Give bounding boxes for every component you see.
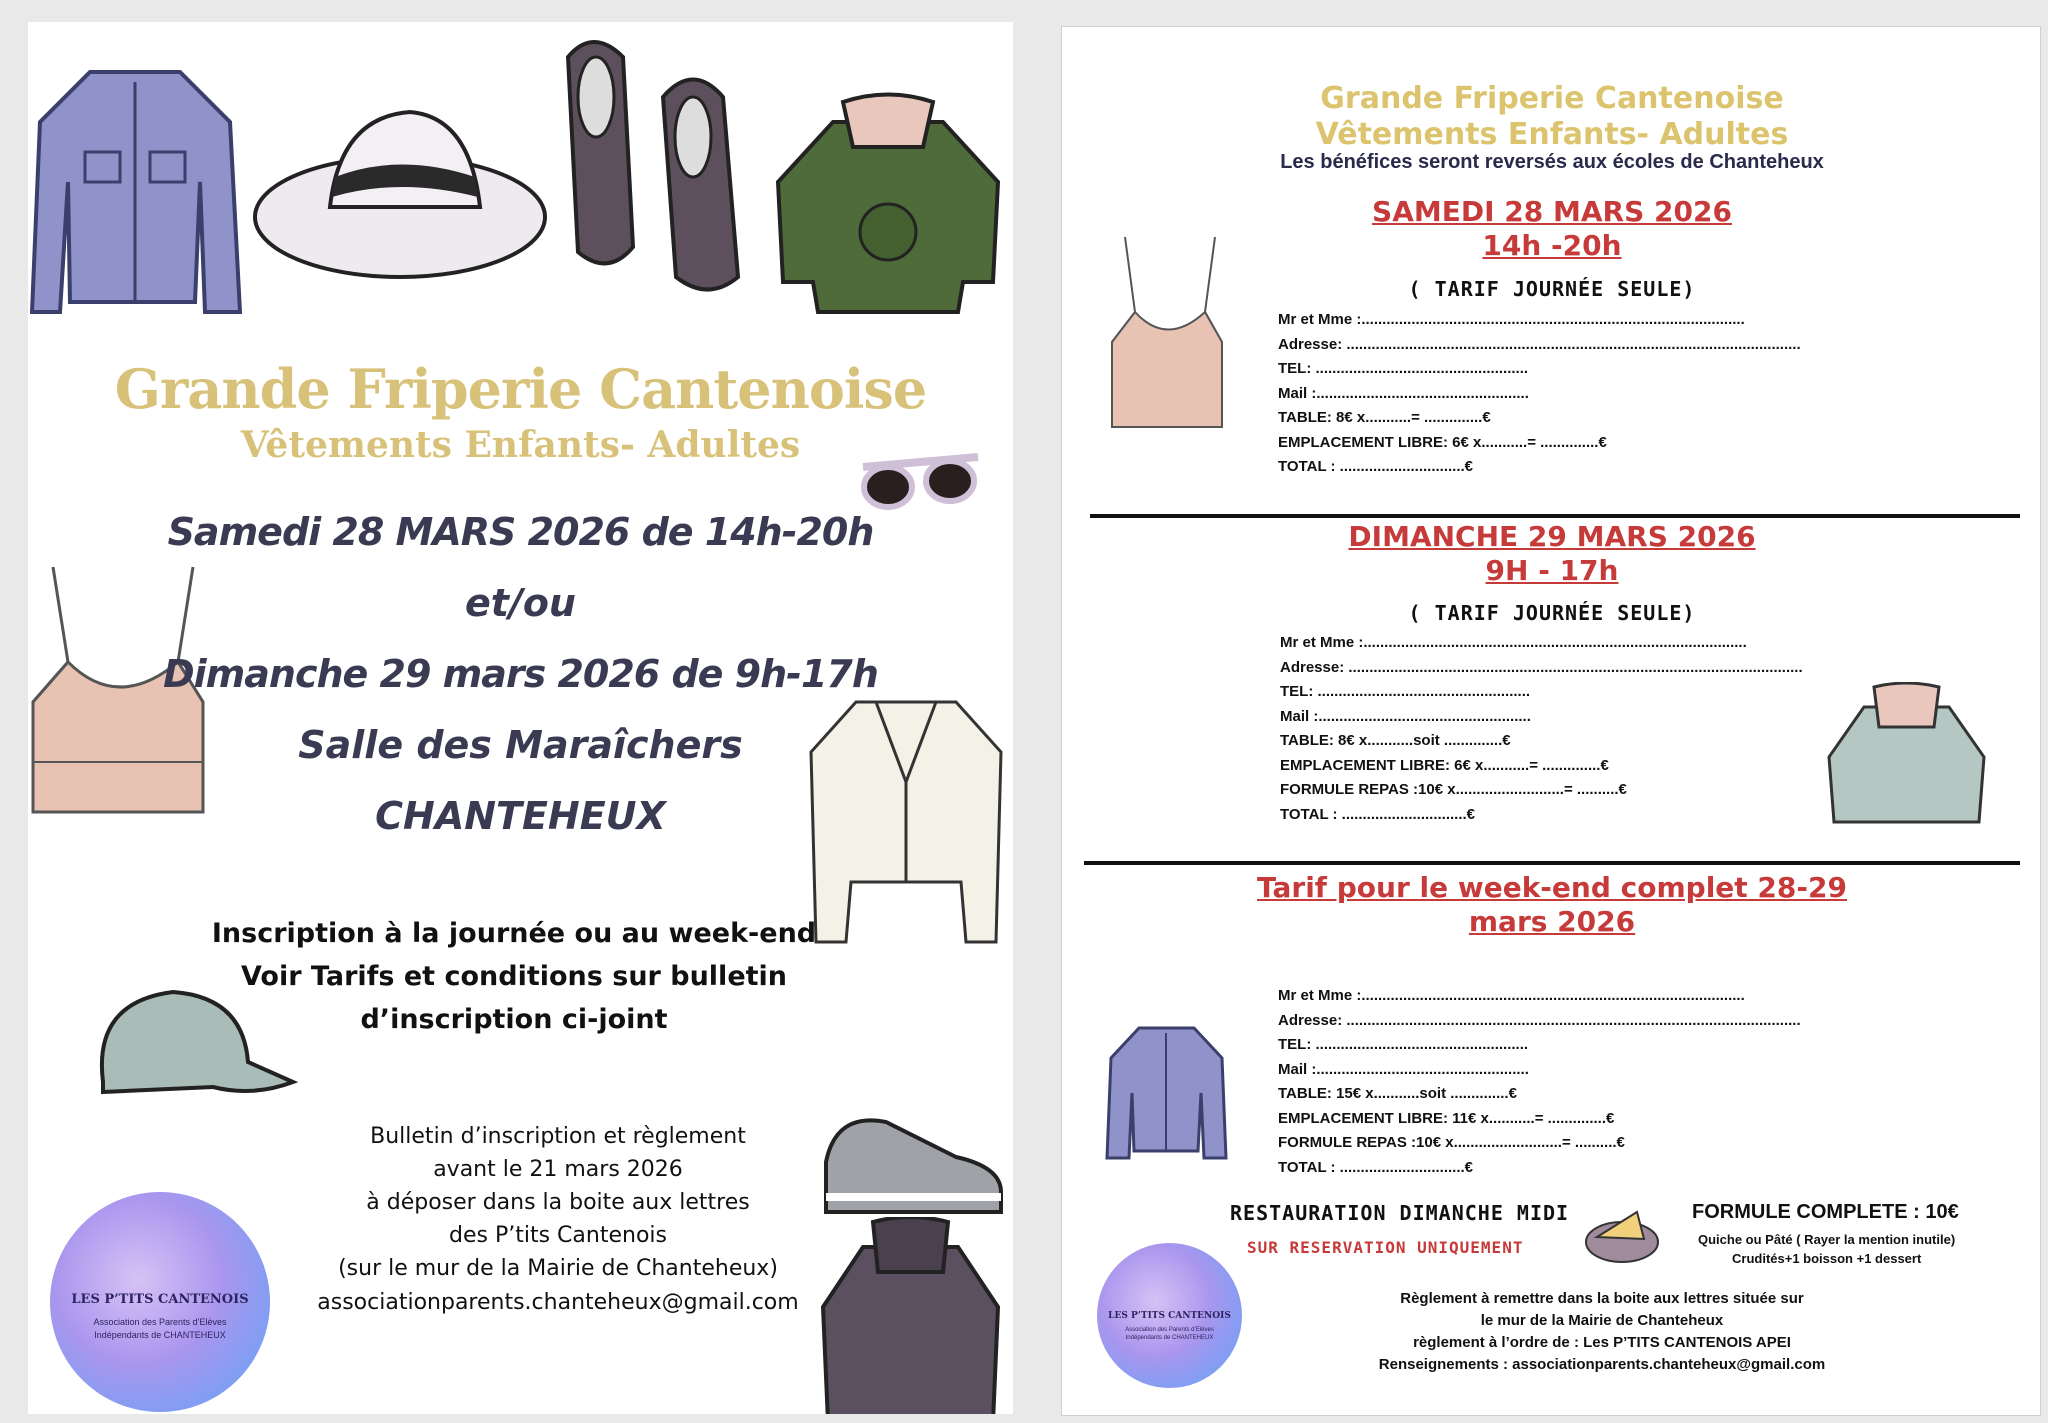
logo-name: LES P’TITS CANTENOIS bbox=[1108, 1311, 1231, 1321]
flyer-saturday: Samedi 28 MARS 2026 de 14h-20h bbox=[167, 510, 874, 554]
quiche-icon bbox=[1582, 1197, 1662, 1267]
footer-email: Renseignements : associationparents.chanteheux@gmail.com bbox=[1378, 1356, 1826, 1373]
sun-date: DIMANCHE 29 MARS 2026 bbox=[1348, 520, 1756, 553]
formule-detail: Quiche ou Pâté ( Rayer la mention inutile) bbox=[1698, 1232, 1956, 1247]
association-logo bbox=[1097, 1243, 1242, 1388]
form-field: TABLE: 8€ x...........= ..............€ bbox=[1278, 409, 1491, 426]
flyer-deadline-line: à déposer dans la boite aux lettres bbox=[366, 1190, 750, 1215]
flyer-title: Grande Friperie Cantenoise bbox=[114, 357, 927, 421]
form-field: EMPLACEMENT LIBRE: 11€ x...........= ..............€ bbox=[1278, 1109, 1615, 1127]
form-note: Les bénéfices seront reversés aux écoles de Chanteheux bbox=[1280, 151, 1824, 173]
logo-line: Indépendants de CHANTEHEUX bbox=[94, 1330, 226, 1340]
formule-detail: Crudités+1 boisson +1 dessert bbox=[1732, 1251, 1922, 1266]
logo-line: Association des Parents d’Elèves bbox=[93, 1317, 227, 1327]
footer-line: règlement à l’ordre de : Les P’TITS CANTENOIS APEI bbox=[1413, 1334, 1791, 1351]
form-field: TOTAL : ..............................€ bbox=[1278, 1158, 1474, 1176]
form-field: TEL: ................................................... bbox=[1280, 683, 1531, 700]
sat-date: SAMEDI 28 MARS 2026 bbox=[1372, 195, 1732, 228]
form-field: Mr et Mme :............................................................................................ bbox=[1280, 634, 1747, 651]
logo-line: Association des Parents d’Elèves bbox=[1125, 1327, 1214, 1333]
flyer-deadline-line: avant le 21 mars 2026 bbox=[433, 1157, 683, 1182]
flyer-info-line: Inscription à la journée ou au week-end bbox=[211, 918, 817, 949]
flyer-deadline-line: des P’tits Cantenois bbox=[449, 1223, 667, 1248]
flyer-deadline-line: (sur le mur de la Mairie de Chanteheux) bbox=[338, 1256, 778, 1281]
form-field: Adresse: ............................................................................................................. bbox=[1278, 1011, 1801, 1029]
flyer-info-line: Voir Tarifs et conditions sur bulletin bbox=[240, 961, 788, 992]
camisole-top-icon bbox=[1107, 232, 1227, 437]
flyer-town: CHANTEHEUX bbox=[375, 794, 666, 838]
flyer-subtitle: Vêtements Enfants- Adultes bbox=[240, 424, 801, 466]
logo-line: Indépendants de CHANTEHEUX bbox=[1125, 1335, 1214, 1341]
form-field: Adresse: ............................................................................................................. bbox=[1278, 335, 1801, 353]
sat-tarif: ( TARIF JOURNÉE SEULE) bbox=[1408, 277, 1696, 301]
sun-hours: 9H - 17h bbox=[1485, 554, 1619, 587]
form-field: TOTAL : ..............................€ bbox=[1280, 805, 1476, 823]
denim-jacket-icon bbox=[1104, 1023, 1229, 1163]
footer-line: Règlement à remettre dans la boite aux lettres située sur bbox=[1400, 1290, 1804, 1307]
form-field: TABLE: 8€ x...........soit ..............€ bbox=[1280, 732, 1511, 749]
form-field: Mail :................................................... bbox=[1278, 1060, 1529, 1078]
form-field: Mail :................................................... bbox=[1280, 707, 1531, 725]
form-field: EMPLACEMENT LIBRE: 6€ x...........= ..............€ bbox=[1278, 433, 1607, 451]
form-field: TABLE: 15€ x...........soit ..............€ bbox=[1278, 1085, 1517, 1102]
form-field: Adresse: ............................................................................................................. bbox=[1280, 658, 1803, 676]
restauration-title: RESTAURATION DIMANCHE MIDI bbox=[1230, 1201, 1570, 1225]
form-field: Mr et Mme :............................................................................................ bbox=[1278, 311, 1745, 328]
form-field: TEL: ................................................... bbox=[1278, 360, 1529, 377]
form-field: Mail :................................................... bbox=[1278, 384, 1529, 402]
sat-hours: 14h -20h bbox=[1482, 229, 1622, 262]
weekend-title: Tarif pour le week-end complet 28-29 bbox=[1257, 871, 1847, 904]
form-field: FORMULE REPAS :10€ x..........................= ..........€ bbox=[1280, 781, 1627, 798]
form-title: Grande Friperie Cantenoise bbox=[1320, 81, 1784, 116]
flyer-page bbox=[28, 22, 1013, 1414]
form-field: TOTAL : ..............................€ bbox=[1278, 458, 1474, 475]
form-field: EMPLACEMENT LIBRE: 6€ x...........= ..............€ bbox=[1280, 756, 1609, 774]
flyer-info-line: d’inscription ci-joint bbox=[360, 1004, 668, 1035]
registration-form-page bbox=[1061, 26, 2041, 1416]
restauration-sub: SUR RESERVATION UNIQUEMENT bbox=[1247, 1238, 1524, 1257]
sun-tarif: ( TARIF JOURNÉE SEULE) bbox=[1408, 601, 1696, 625]
form-field: TEL: ................................................... bbox=[1278, 1036, 1529, 1053]
hoodie-icon bbox=[1824, 682, 1989, 832]
flyer-venue: Salle des Maraîchers bbox=[298, 723, 743, 767]
flyer-and-or: et/ou bbox=[465, 581, 576, 625]
weekend-title-year: mars 2026 bbox=[1468, 905, 1636, 938]
sun-hat-icon bbox=[250, 97, 550, 297]
section-divider bbox=[1090, 514, 2020, 518]
flyer-sunday: Dimanche 29 mars 2026 de 9h-17h bbox=[163, 652, 878, 696]
denim-jacket-icon bbox=[30, 62, 245, 322]
section-divider bbox=[1084, 861, 2020, 865]
formule-complete: FORMULE COMPLETE : 10€ bbox=[1692, 1201, 1959, 1223]
weekend-form-fields bbox=[1278, 984, 1801, 1180]
association-logo bbox=[50, 1192, 270, 1412]
form-field: FORMULE REPAS :10€ x..........................= ..........€ bbox=[1278, 1134, 1625, 1151]
logo-name: LES P’TITS CANTENOIS bbox=[71, 1292, 249, 1307]
sat-form-fields bbox=[1278, 308, 1801, 480]
flyer-deadline-line: Bulletin d’inscription et règlement bbox=[370, 1124, 746, 1149]
form-field: Mr et Mme :............................................................................................ bbox=[1278, 987, 1745, 1004]
footer-line: le mur de la Mairie de Chanteheux bbox=[1480, 1312, 1724, 1329]
loafers-icon bbox=[548, 27, 763, 297]
green-hoodie-icon bbox=[773, 92, 1003, 322]
cap-icon bbox=[83, 982, 298, 1122]
form-subtitle: Vêtements Enfants- Adultes bbox=[1315, 117, 1789, 152]
flyer-email: associationparents.chanteheux@gmail.com bbox=[317, 1290, 799, 1315]
sun-form-fields bbox=[1280, 631, 1803, 827]
